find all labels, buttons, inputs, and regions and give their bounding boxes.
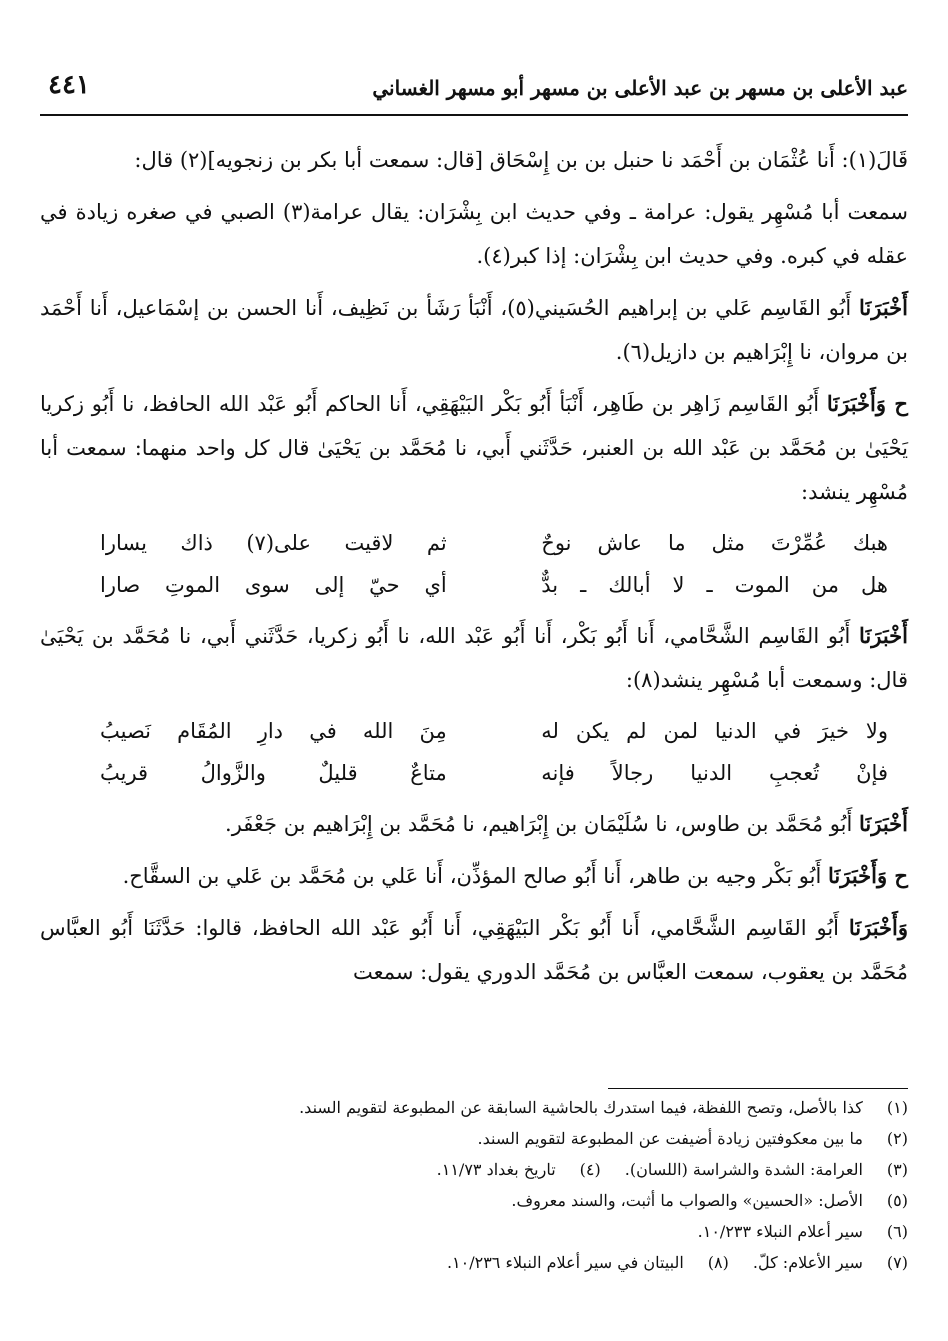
footnote-text: تاريخ بغداد ١١/٧٣. (436, 1160, 556, 1179)
page-number: ٤٤١ (48, 70, 90, 100)
footnote-number: (٤) (579, 1160, 601, 1179)
paragraph (40, 138, 908, 182)
poem-verses (40, 522, 908, 606)
paragraph-text: قَالَ(١): أَنا عُثْمَان بن أَحْمَد نا حنبل بن بن إِسْحَاق [قال: سمعت أبا بكر بن زنجويه](٢) قال: (134, 148, 908, 172)
paragraph-lead: أَخْبَرَنَا (859, 623, 908, 648)
footnote-number: (٣) (886, 1160, 908, 1179)
verse-first-hemistich: ولا خيرَ في الدنيا لمن لم يكن له (541, 719, 888, 743)
verse-first-hemistich: هل من الموت ـ لا أبالك ـ بدٌّ (541, 573, 888, 597)
paragraph (40, 190, 908, 278)
verse-line (40, 564, 908, 606)
paragraph (40, 614, 908, 702)
paragraph-text: أَبُو القَاسِم عَلي بن إبراهيم الحُسَيني(٥)، أَنْبَأ رَشَأ بن نَظِيف، أَنا الحسن بن إسْمَاعيل، أَنا أَحْمَد بن مروان، نا إِبْرَاهيم بن دازيل(٦). (40, 296, 908, 364)
verse-second-hemistich: مِنَ الله في دارِ المُقَام نَصيبُ (100, 719, 447, 743)
paragraph-text: سمعت أبا مُسْهِر يقول: عرامة ـ وفي حديث ابن بِشْرَان: يقال عرامة(٣) الصبي في صغره زيادة في عقله في كبره. وفي حديث ابن بِشْرَان: إذا كبر(٤). (40, 200, 908, 268)
paragraph (40, 802, 908, 846)
footnote (447, 1247, 729, 1278)
paragraph (40, 286, 908, 374)
main-text (40, 138, 908, 1002)
footnote-text: ما بين معكوفتين زيادة أضيفت عن المطبوعة لتقويم السند. (477, 1129, 863, 1148)
footnote-text: سير الأعلام: كلّ. (752, 1253, 863, 1272)
footnote-number: (٥) (886, 1191, 908, 1210)
footnote-number: (١) (886, 1098, 908, 1117)
paragraph-lead: أَخْبَرَنَا (859, 295, 908, 320)
poem-verses (40, 710, 908, 794)
footnote-separator (608, 1088, 908, 1089)
footnote-number: (٨) (707, 1253, 729, 1272)
footnote (698, 1216, 908, 1247)
page-header (40, 62, 908, 116)
paragraph-lead: ح وَأَخْبَرَنَا (826, 391, 908, 416)
verse-line (40, 752, 908, 794)
paragraph (40, 382, 908, 514)
footnote-row (40, 1092, 908, 1123)
paragraph-lead: ح وَأَخْبَرَنَا (828, 863, 908, 888)
footnote (625, 1154, 908, 1185)
verse-second-hemistich: ثم لاقيت على(٧) ذاك يسارا (100, 531, 447, 555)
footnote-row (40, 1154, 908, 1185)
footnote (511, 1185, 908, 1216)
footnote (299, 1092, 908, 1123)
paragraph (40, 906, 908, 994)
footnote-row (40, 1247, 908, 1278)
paragraph-text: أَبُو القَاسِم زَاهِر بن طَاهِر، أَنْبَأ أَبُو بَكْر البَيْهَقِي، أَنا الحاكم أَبُو عَبْد الله الحافظ، نا أَبُو زكريا يَحْيَىٰ بن مُحَمَّد بن عَبْد الله بن العنبر، حَدَّثَني أَبي، نا مُحَمَّد بن يَحْيَىٰ قال كل واحد منهما: سمعت أبا مُسْهِر ينشد: (40, 392, 908, 504)
paragraph-text: أَبُو بَكْر وجيه بن طاهر، أَنا أَبُو صالح المؤذِّن، أَنا عَلي بن مُحَمَّد بن عَلي بن السقَّاح. (122, 864, 828, 888)
footnote-text: الأصل: «الحسين» والصواب ما أثبت، والسند معروف. (511, 1191, 863, 1210)
verse-first-hemistich: هبك عُمِّرْتَ مثل ما عاش نوحٌ (541, 531, 888, 555)
paragraph-lead: أَخْبَرَنَا (859, 811, 908, 836)
footnote (478, 1123, 909, 1154)
footnote (753, 1247, 908, 1278)
paragraph (40, 854, 908, 898)
footnote-text: سير أعلام النبلاء ١٠/٢٣٣. (697, 1222, 863, 1241)
paragraph-text: أَبُو القَاسِم الشَّحَّامي، أَنا أَبُو بَكْر البَيْهَقِي، أَنا أَبُو عَبْد الله الحافظ، قالوا: حَدَّثَنَا أَبُو العبَّاس مُحَمَّد بن يعقوب، سمعت العبَّاس بن مُحَمَّد الدوري يقول: سمعت (40, 916, 908, 984)
verse-second-hemistich: متاعٌ قليلٌ والزَّوالُ قريبُ (100, 761, 447, 785)
paragraph-text: أَبُو القَاسِم الشَّحَّامي، أَنا أَبُو بَكْر، أَنا أَبُو عَبْد الله، نا أَبُو زكريا، حَدَّثَني أَبي، نا مُحَمَّد بن يَحْيَىٰ قال: وسمعت أبا مُسْهِر ينشد(٨): (40, 624, 908, 692)
footnote (437, 1154, 601, 1185)
footnote-text: كذا بالأصل، وتصح اللفظة، فيما استدرك بالحاشية السابقة عن المطبوعة لتقويم السند. (299, 1098, 863, 1117)
footnote-number: (٧) (886, 1253, 908, 1272)
verse-second-hemistich: أي حيّ إلى سوى الموتِ صارا (100, 573, 447, 597)
footnote-row (40, 1185, 908, 1216)
verse-first-hemistich: فإنْ تُعجبِ الدنيا رجالاً فإنه (541, 761, 888, 785)
footnote-row (40, 1216, 908, 1247)
paragraph-text: أَبُو مُحَمَّد بن طاوس، نا سُلَيْمَان بن إِبْرَاهيم، نا مُحَمَّد بن إِبْرَاهيم بن جَعْفَر. (225, 812, 860, 836)
paragraph-lead: وَأَخْبَرَنَا (848, 915, 908, 940)
verse-line (40, 710, 908, 752)
running-title: عبد الأعلى بن مسهر بن عبد الأعلى بن مسهر أبو مسهر الغساني (372, 76, 908, 100)
footnote-text: البيتان في سير أعلام النبلاء ١٠/٢٣٦. (446, 1253, 684, 1272)
footnote-number: (٢) (886, 1129, 908, 1148)
footnote-row (40, 1123, 908, 1154)
footnote-number: (٦) (886, 1222, 908, 1241)
verse-line (40, 522, 908, 564)
footnote-text: العرامة: الشدة والشراسة (اللسان). (624, 1160, 863, 1179)
footnotes (40, 1092, 908, 1278)
